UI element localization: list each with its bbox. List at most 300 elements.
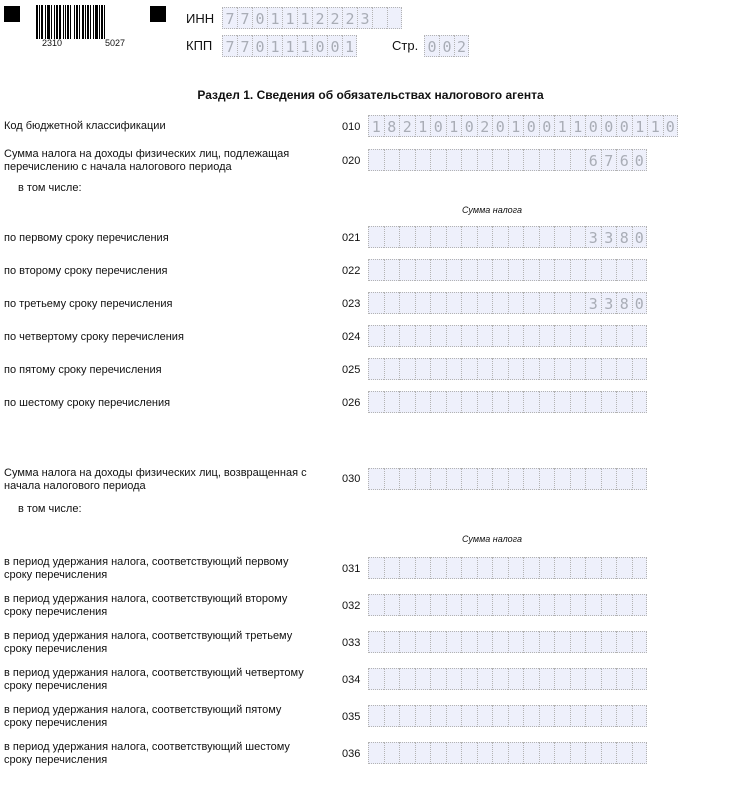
char-cell (508, 292, 524, 314)
char-cell (492, 557, 508, 579)
char-cell (415, 149, 431, 171)
char-cell (616, 468, 632, 490)
char-cell (430, 468, 446, 490)
char-cell (430, 631, 446, 653)
line-033-field[interactable] (368, 631, 647, 653)
line-026-field[interactable] (368, 391, 647, 413)
char-cell (508, 742, 524, 764)
char-cell: 1 (632, 115, 648, 137)
char-cell: 0 (601, 115, 617, 137)
char-cell (632, 259, 648, 281)
char-cell (539, 391, 555, 413)
char-cell (415, 705, 431, 727)
line-035-label-line1: в период удержания налога, соответствующий пятому (4, 704, 282, 716)
char-cell (461, 557, 477, 579)
char-cell (415, 468, 431, 490)
char-cell (508, 631, 524, 653)
char-cell (601, 358, 617, 380)
char-cell (430, 358, 446, 380)
char-cell: 7 (237, 7, 252, 29)
line-023-field[interactable] (368, 292, 647, 314)
char-cell (554, 668, 570, 690)
char-cell: 7 (222, 7, 237, 29)
char-cell: 3 (585, 226, 601, 248)
char-cell (523, 149, 539, 171)
char-cell (477, 705, 493, 727)
char-cell (461, 742, 477, 764)
line-030-field[interactable] (368, 468, 647, 490)
line-031-label-line1: в период удержания налога, соответствующий первому (4, 556, 289, 568)
char-cell (430, 594, 446, 616)
char-cell (539, 668, 555, 690)
char-cell (372, 7, 387, 29)
char-cell (508, 594, 524, 616)
char-cell (523, 391, 539, 413)
char-cell (399, 668, 415, 690)
char-cell (616, 358, 632, 380)
char-cell (570, 325, 586, 347)
char-cell (461, 468, 477, 490)
char-cell (399, 391, 415, 413)
char-cell (492, 358, 508, 380)
char-cell (585, 325, 601, 347)
char-cell (539, 226, 555, 248)
line-032-code: 032 (342, 600, 361, 612)
char-cell (632, 742, 648, 764)
barcode-number-right: 5027 (104, 38, 125, 48)
char-cell (492, 668, 508, 690)
char-cell: 0 (539, 115, 555, 137)
char-cell (461, 149, 477, 171)
char-cell (523, 631, 539, 653)
char-cell (508, 149, 524, 171)
char-cell (539, 557, 555, 579)
char-cell: 1 (342, 35, 357, 57)
char-cell: 0 (252, 7, 267, 29)
line-024-label: по четвертому сроку перечисления (4, 331, 184, 343)
char-cell (585, 668, 601, 690)
char-cell (523, 594, 539, 616)
section-title: Раздел 1. Сведения об обязательствах налогового агента (197, 88, 544, 102)
char-cell: 1 (647, 115, 663, 137)
kpp-field[interactable] (222, 35, 357, 57)
char-cell: 0 (663, 115, 679, 137)
char-cell: 0 (252, 35, 267, 57)
char-cell (415, 557, 431, 579)
char-cell (570, 226, 586, 248)
page-field[interactable] (424, 35, 469, 57)
char-cell (492, 742, 508, 764)
char-cell (492, 468, 508, 490)
char-cell (446, 594, 462, 616)
char-cell (446, 292, 462, 314)
line-021-field[interactable] (368, 226, 647, 248)
char-cell (554, 292, 570, 314)
line-033-code: 033 (342, 637, 361, 649)
char-cell (601, 742, 617, 764)
line-032-label-line2: сроку перечисления (4, 606, 108, 618)
char-cell (461, 259, 477, 281)
char-cell (399, 468, 415, 490)
char-cell (477, 631, 493, 653)
char-cell: 7 (237, 35, 252, 57)
page-label: Стр. (392, 38, 419, 53)
inn-field[interactable] (222, 7, 402, 29)
line-024-code: 024 (342, 331, 361, 343)
char-cell (492, 259, 508, 281)
barcode-bars (36, 5, 131, 39)
char-cell (384, 292, 400, 314)
char-cell (492, 226, 508, 248)
char-cell (585, 631, 601, 653)
char-cell (399, 705, 415, 727)
char-cell (415, 742, 431, 764)
line-034-code: 034 (342, 674, 361, 686)
line-036-label-line2: сроку перечисления (4, 754, 108, 766)
char-cell (523, 226, 539, 248)
char-cell (461, 705, 477, 727)
char-cell (523, 668, 539, 690)
char-cell (508, 468, 524, 490)
char-cell (399, 557, 415, 579)
char-cell (368, 226, 384, 248)
char-cell (461, 226, 477, 248)
char-cell (477, 259, 493, 281)
char-cell (492, 594, 508, 616)
char-cell (477, 468, 493, 490)
char-cell (430, 742, 446, 764)
char-cell (554, 259, 570, 281)
char-cell (601, 325, 617, 347)
barcode-number-left: 2310 (42, 38, 63, 48)
char-cell: 7 (222, 35, 237, 57)
char-cell (539, 594, 555, 616)
char-cell (384, 259, 400, 281)
line-036-label-line1: в период удержания налога, соответствующий шестому (4, 741, 290, 753)
line-030-label-line2: начала налогового периода (4, 480, 146, 492)
char-cell (570, 705, 586, 727)
line-026-label: по шестому сроку перечисления (4, 397, 171, 409)
char-cell: 1 (554, 115, 570, 137)
char-cell (384, 594, 400, 616)
char-cell (461, 391, 477, 413)
char-cell (585, 557, 601, 579)
line-022-label: по второму сроку перечисления (4, 265, 168, 277)
including-label-1: в том числе: (18, 182, 82, 194)
char-cell: 0 (632, 292, 648, 314)
char-cell (554, 226, 570, 248)
line-033-label-line1: в период удержания налога, соответствующий третьему (4, 630, 293, 642)
char-cell (446, 742, 462, 764)
line-035-field[interactable] (368, 705, 647, 727)
char-cell (601, 668, 617, 690)
barcode-numbers (36, 38, 131, 48)
char-cell (632, 631, 648, 653)
line-032-label (4, 593, 287, 619)
char-cell (384, 557, 400, 579)
line-031-label (4, 556, 288, 582)
char-cell (616, 742, 632, 764)
char-cell (585, 594, 601, 616)
char-cell (508, 668, 524, 690)
char-cell (430, 226, 446, 248)
char-cell (539, 358, 555, 380)
char-cell (430, 557, 446, 579)
char-cell (368, 594, 384, 616)
tax-sum-header-1: Сумма налога (462, 205, 523, 215)
char-cell (585, 742, 601, 764)
char-cell (539, 705, 555, 727)
char-cell (446, 325, 462, 347)
char-cell (399, 358, 415, 380)
char-cell: 2 (477, 115, 493, 137)
line-033-label (4, 630, 292, 656)
char-cell (523, 358, 539, 380)
char-cell (554, 742, 570, 764)
char-cell (477, 742, 493, 764)
char-cell (446, 391, 462, 413)
line-022-field[interactable] (368, 259, 647, 281)
char-cell (415, 226, 431, 248)
kbk-code: 010 (342, 121, 361, 133)
char-cell: 2 (342, 7, 357, 29)
char-cell (430, 149, 446, 171)
char-cell (539, 631, 555, 653)
char-cell (430, 259, 446, 281)
char-cell: 8 (616, 226, 632, 248)
char-cell (430, 325, 446, 347)
char-cell (523, 292, 539, 314)
char-cell (446, 631, 462, 653)
char-cell (601, 631, 617, 653)
char-cell (632, 557, 648, 579)
line-030-label (4, 467, 307, 493)
char-cell (492, 149, 508, 171)
char-cell (601, 594, 617, 616)
char-cell (632, 391, 648, 413)
char-cell (570, 358, 586, 380)
char-cell: 0 (492, 115, 508, 137)
char-cell: 0 (327, 35, 342, 57)
line-020-label-line1: Сумма налога на доходы физических лиц, подлежащая (4, 148, 290, 160)
char-cell: 1 (415, 115, 431, 137)
char-cell: 0 (632, 149, 648, 171)
char-cell (508, 325, 524, 347)
char-cell (446, 358, 462, 380)
char-cell (585, 391, 601, 413)
char-cell (601, 557, 617, 579)
char-cell (601, 259, 617, 281)
line-020-field[interactable] (368, 149, 647, 171)
char-cell (461, 594, 477, 616)
line-034-label-line1: в период удержания налога, соответствующий четвертому (4, 667, 304, 679)
char-cell (554, 358, 570, 380)
char-cell: 0 (424, 35, 439, 57)
line-035-label-line2: сроку перечисления (4, 717, 108, 729)
char-cell (384, 226, 400, 248)
char-cell (384, 149, 400, 171)
line-032-label-line1: в период удержания налога, соответствующий второму (4, 593, 288, 605)
char-cell (632, 325, 648, 347)
char-cell (539, 325, 555, 347)
char-cell (554, 391, 570, 413)
char-cell (399, 325, 415, 347)
char-cell (570, 557, 586, 579)
kpp-label: КПП (186, 38, 213, 53)
char-cell (570, 292, 586, 314)
including-label-2: в том числе: (18, 503, 82, 515)
char-cell (399, 631, 415, 653)
char-cell (554, 468, 570, 490)
char-cell (446, 259, 462, 281)
char-cell (477, 149, 493, 171)
char-cell (368, 705, 384, 727)
line-031-field[interactable] (368, 557, 647, 579)
char-cell (508, 358, 524, 380)
char-cell (601, 705, 617, 727)
char-cell (477, 226, 493, 248)
line-031-label-line2: сроку перечисления (4, 569, 108, 581)
char-cell (585, 358, 601, 380)
char-cell: 0 (616, 115, 632, 137)
char-cell (585, 705, 601, 727)
char-cell (430, 391, 446, 413)
char-cell (461, 631, 477, 653)
char-cell (477, 668, 493, 690)
char-cell: 1 (570, 115, 586, 137)
char-cell (492, 325, 508, 347)
char-cell (616, 325, 632, 347)
char-cell: 0 (632, 226, 648, 248)
char-cell (523, 705, 539, 727)
char-cell: 0 (312, 35, 327, 57)
line-036-label (4, 741, 290, 767)
char-cell: 0 (585, 115, 601, 137)
char-cell (477, 358, 493, 380)
char-cell (368, 668, 384, 690)
line-032-field[interactable] (368, 594, 647, 616)
char-cell (430, 292, 446, 314)
char-cell (446, 149, 462, 171)
char-cell (570, 149, 586, 171)
line-025-label: по пятому сроку перечисления (4, 364, 162, 376)
line-031-code: 031 (342, 563, 361, 575)
char-cell (446, 226, 462, 248)
char-cell (508, 705, 524, 727)
char-cell (399, 292, 415, 314)
char-cell (492, 391, 508, 413)
char-cell (415, 391, 431, 413)
char-cell: 3 (585, 292, 601, 314)
char-cell (539, 292, 555, 314)
char-cell (477, 391, 493, 413)
line-024-field[interactable] (368, 325, 647, 347)
char-cell (368, 742, 384, 764)
char-cell (415, 292, 431, 314)
char-cell (554, 594, 570, 616)
char-cell (368, 358, 384, 380)
char-cell (570, 594, 586, 616)
char-cell (492, 631, 508, 653)
char-cell (368, 631, 384, 653)
registration-marker-left (4, 6, 20, 22)
line-036-field[interactable] (368, 742, 647, 764)
char-cell (539, 259, 555, 281)
char-cell (632, 705, 648, 727)
line-020-code: 020 (342, 155, 361, 167)
char-cell (585, 468, 601, 490)
char-cell (632, 358, 648, 380)
char-cell (508, 391, 524, 413)
registration-marker-right (150, 6, 166, 22)
line-035-code: 035 (342, 711, 361, 723)
char-cell (477, 325, 493, 347)
char-cell (539, 468, 555, 490)
char-cell (570, 668, 586, 690)
char-cell (523, 259, 539, 281)
char-cell (368, 391, 384, 413)
char-cell (387, 7, 402, 29)
char-cell (384, 705, 400, 727)
line-025-field[interactable] (368, 358, 647, 380)
char-cell: 1 (297, 35, 312, 57)
char-cell (554, 557, 570, 579)
char-cell (399, 226, 415, 248)
char-cell: 1 (267, 7, 282, 29)
char-cell (368, 292, 384, 314)
line-026-code: 026 (342, 397, 361, 409)
char-cell (384, 742, 400, 764)
char-cell (430, 668, 446, 690)
char-cell (616, 557, 632, 579)
kbk-field[interactable] (368, 115, 678, 137)
char-cell (585, 259, 601, 281)
char-cell (601, 391, 617, 413)
char-cell (384, 668, 400, 690)
char-cell (415, 325, 431, 347)
line-020-label (4, 148, 289, 174)
kbk-label: Код бюджетной классификации (4, 120, 166, 132)
char-cell (384, 631, 400, 653)
barcode-bar (105, 5, 107, 39)
line-034-field[interactable] (368, 668, 647, 690)
char-cell (554, 631, 570, 653)
char-cell (523, 325, 539, 347)
line-021-code: 021 (342, 232, 361, 244)
char-cell (415, 358, 431, 380)
char-cell: 3 (601, 226, 617, 248)
line-035-label (4, 704, 281, 730)
tax-sum-header-2: Сумма налога (462, 534, 523, 544)
char-cell (461, 325, 477, 347)
char-cell: 1 (282, 35, 297, 57)
char-cell (384, 358, 400, 380)
line-021-label: по первому сроку перечисления (4, 232, 169, 244)
char-cell (539, 742, 555, 764)
char-cell (523, 557, 539, 579)
char-cell (616, 259, 632, 281)
line-034-label (4, 667, 304, 693)
char-cell (508, 226, 524, 248)
inn-label: ИНН (186, 11, 215, 26)
char-cell: 0 (461, 115, 477, 137)
char-cell (461, 668, 477, 690)
char-cell (508, 259, 524, 281)
char-cell (430, 705, 446, 727)
char-cell (570, 391, 586, 413)
line-030-code: 030 (342, 473, 361, 485)
line-033-label-line2: сроку перечисления (4, 643, 108, 655)
